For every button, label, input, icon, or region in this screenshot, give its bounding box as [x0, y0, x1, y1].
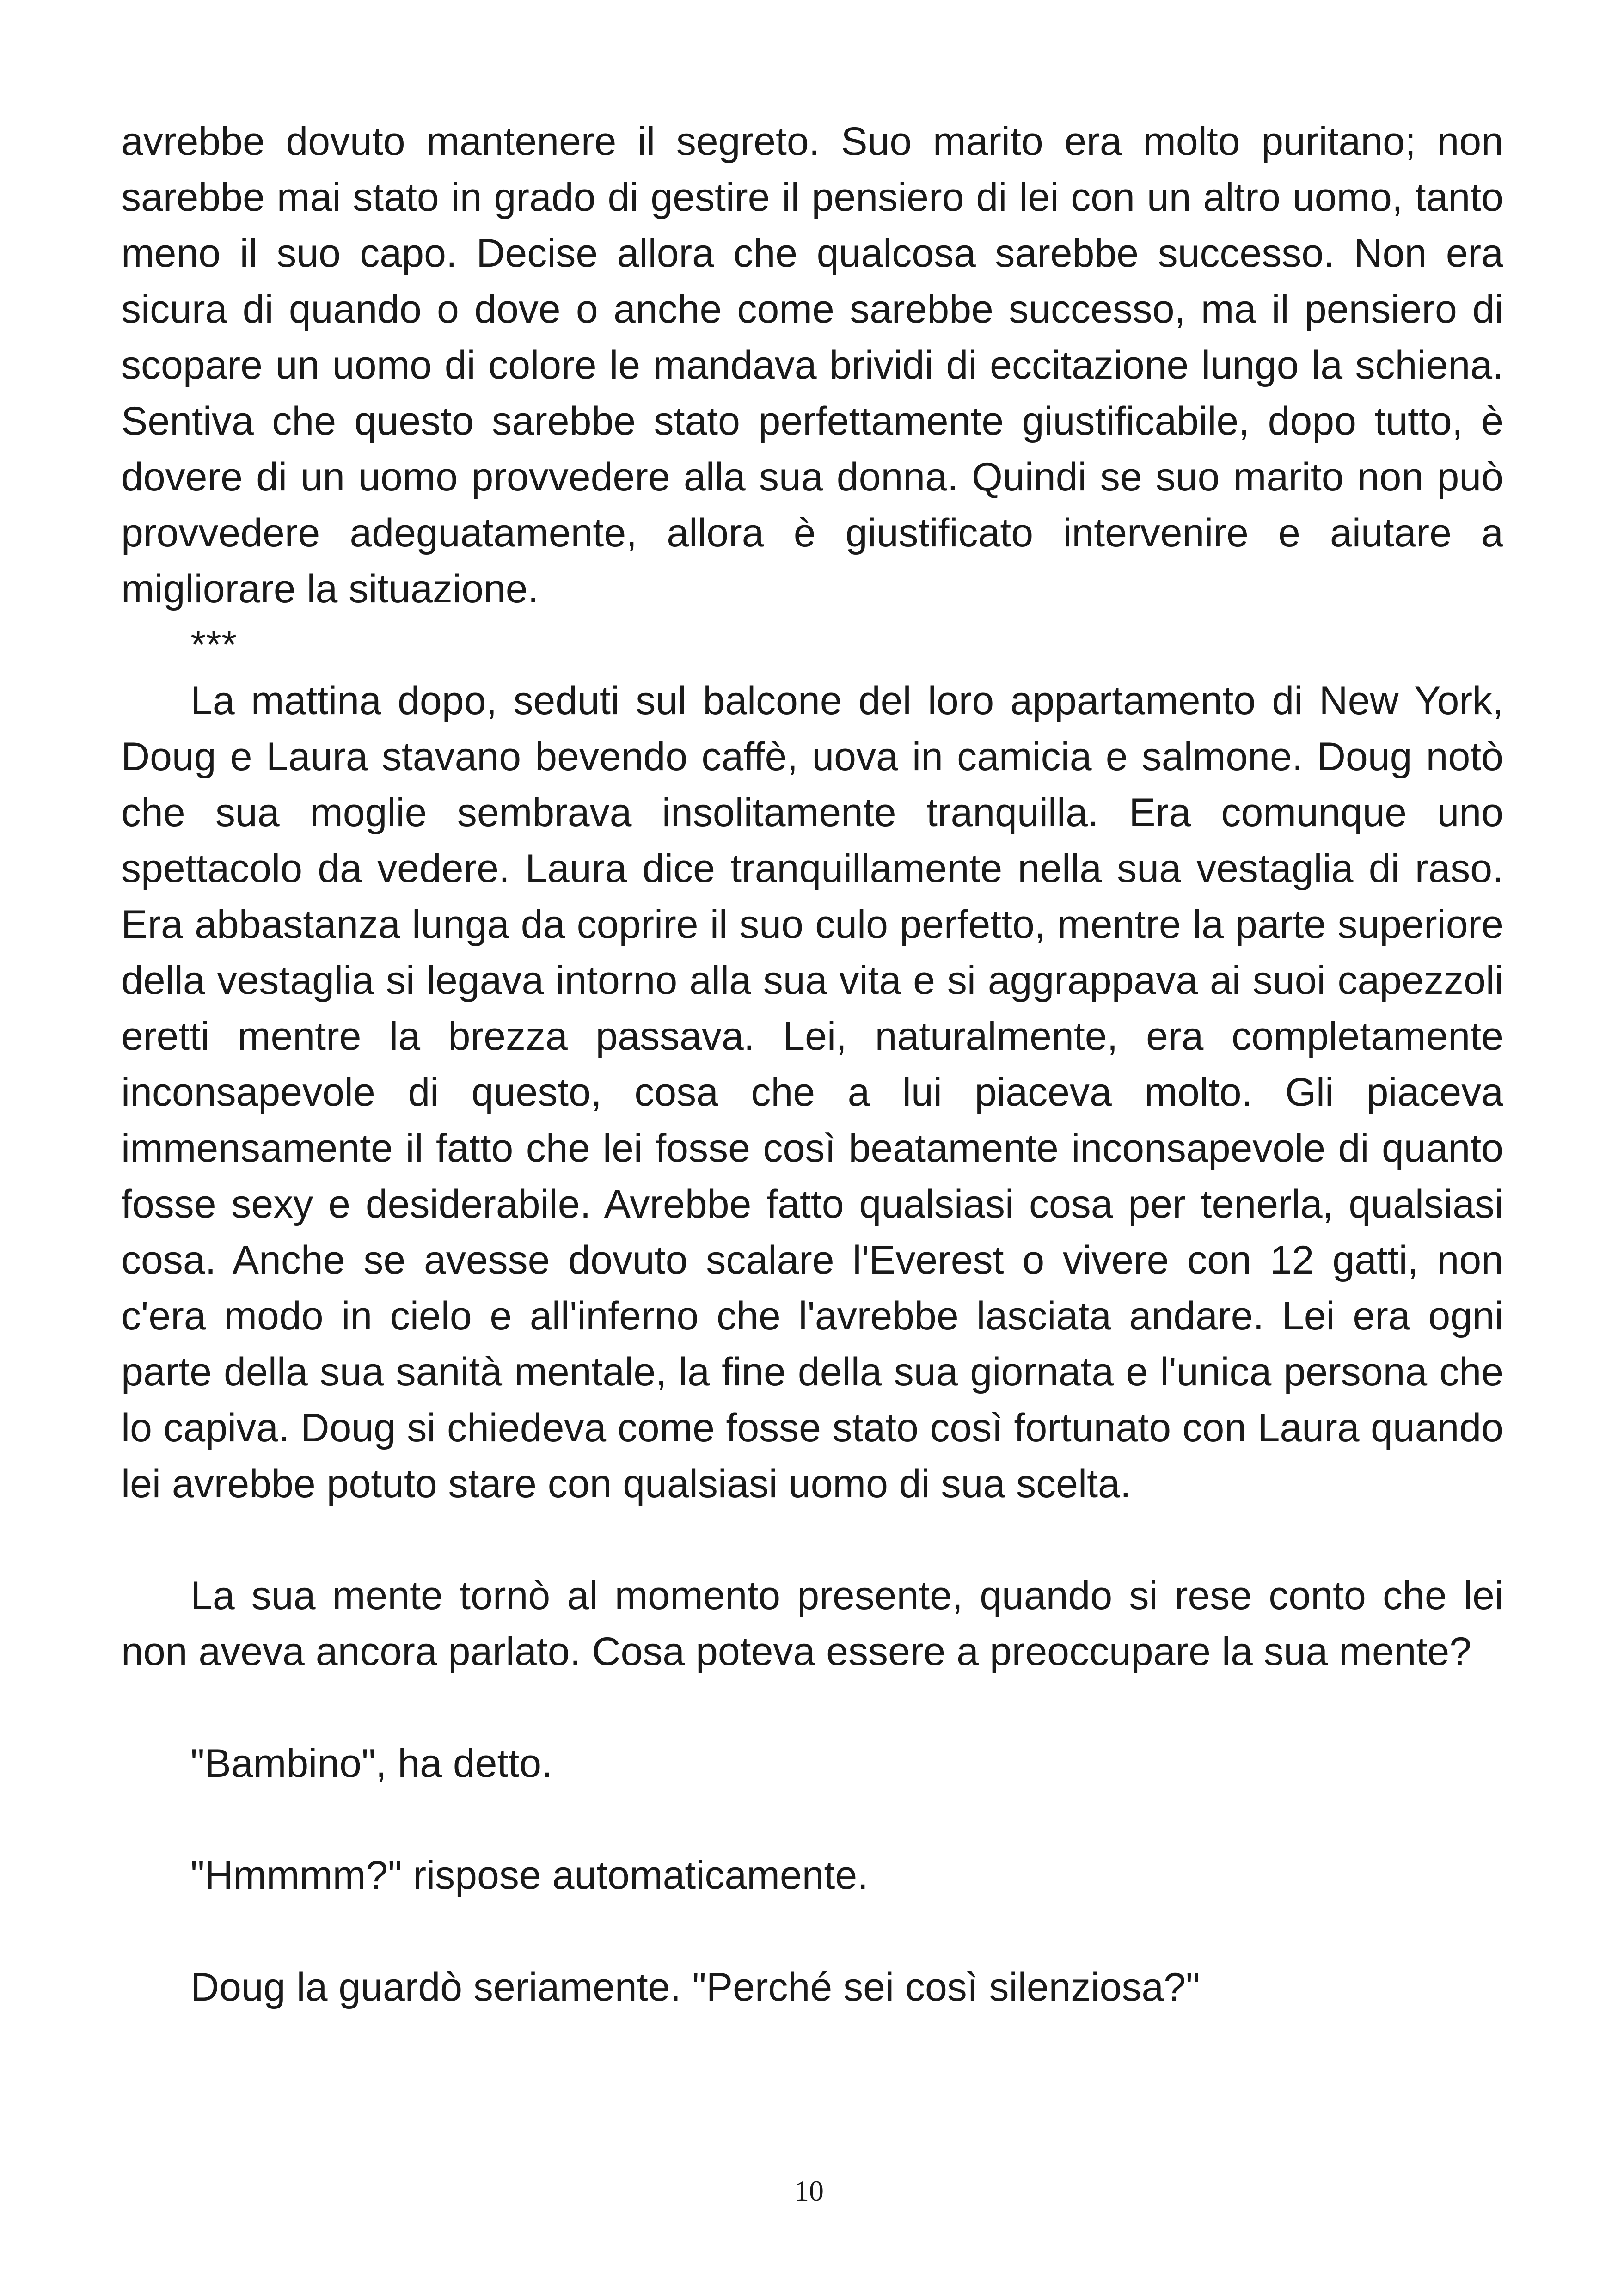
- paragraph-gap: [121, 1512, 1503, 1568]
- paragraph-gap: [121, 1792, 1503, 1848]
- paragraph-gap: [121, 1680, 1503, 1736]
- dialogue-line: "Bambino", ha detto.: [190, 1741, 552, 1786]
- paragraph-continued: avrebbe dovuto mantenere il segreto. Suo marito era molto puritano; non sarebbe mai stato in grado di gestire il pensiero di lei con un altro uomo, tanto meno il suo capo. Decise allora che qualcosa sarebbe successo. Non era sicura di quando o dove o anche come sarebbe successo, ma il pensiero di scopare un uomo di colore le mandava brividi di eccitazione lungo la schiena. Sentiva che questo sarebbe stato perfettamente giustificabile, dopo tutto, è dovere di un uomo provvedere alla sua donna. Quindi se suo marito non può provvedere adeguatamente, allora è giustificato intervenire e aiutare a migliorare la situazione.: [121, 119, 1503, 611]
- paragraph: La sua mente tornò al momento presente, quando si rese conto che lei non aveva ancora parlato. Cosa poteva essere a preoccupare la sua mente?: [121, 1574, 1503, 1674]
- scene-break: ***: [190, 623, 237, 667]
- page-number: 10: [794, 2174, 824, 2207]
- paragraph: La mattina dopo, seduti sul balcone del loro appartamento di New York, Doug e Laura stavano bevendo caffè, uova in camicia e salmone. Doug notò che sua moglie sembrava insolitamente tranquilla. Era comunque uno spettacolo da vedere. Laura dice tranquillamente nella sua vestaglia di raso. Era abbastanza lunga da coprire il suo culo perfetto, mentre la parte superiore della vestaglia si legava intorno alla sua vita e si aggrappava ai suoi capezzoli eretti mentre la brezza passava. Lei, naturalmente, era completamente inconsapevole di questo, cosa che a lui piaceva molto. Gli piaceva immensamente il fatto che lei fosse così beatamente inconsapevole di quanto fosse sexy e desiderabile. Avrebbe fatto qualsiasi cosa per tenerla, qualsiasi cosa. Anche se avesse dovuto scalare l'Everest o vivere con 12 gatti, non c'era modo in cielo e all'inferno che l'avrebbe lasciata andare. Lei era ogni parte della sua sanità mentale, la fine della sua giornata e l'unica persona che lo capiva. Doug si chiedeva come fosse stato così fortunato con Laura quando lei avrebbe potuto stare con qualsiasi uomo di sua scelta.: [121, 679, 1503, 1506]
- dialogue-line: Doug la guardò seriamente. "Perché sei così silenziosa?": [190, 1965, 1200, 2009]
- page-body: [121, 114, 1503, 2015]
- dialogue-line: "Hmmmm?" rispose automaticamente.: [190, 1853, 869, 1898]
- paragraph-gap: [121, 1904, 1503, 1959]
